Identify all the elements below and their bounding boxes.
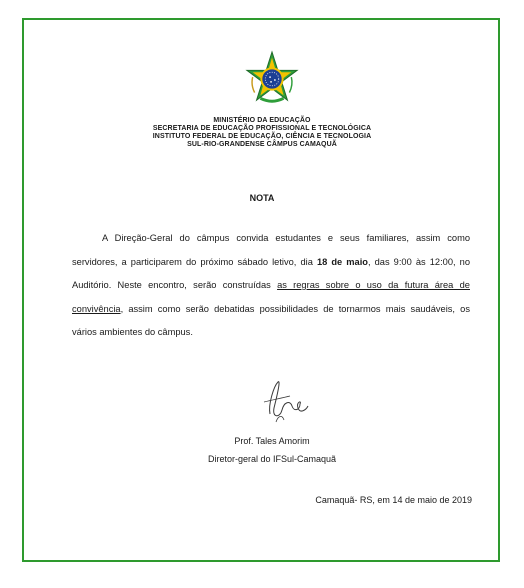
institution-header [0,117,524,149]
header-ministry: MINISTÉRIO DA EDUCAÇÃO [213,117,311,124]
signer-role: Diretor-geral do IFSul-Camaquã [207,454,337,464]
header-institute: INSTITUTO FEDERAL DE EDUCAÇÃO, CIÊNCIA E TECNOLOGIA [152,133,372,140]
event-date: 18 de maio [316,256,368,267]
signer-name: Prof. Tales Amorim [234,436,310,446]
body-text-2: , das 9:00 às 12:00, no Auditório. Neste encontro, serão construídas [72,256,470,290]
handwritten-signature [256,374,312,426]
body-text-3: , assim como serão debatidas possibilidades de tornarmos mais saudáveis, os vários ambientes do câmpus. [72,303,470,337]
body-text-1: A Direção-Geral do câmpus convida estudantes e seus familiares, assim como servidores, a participarem do próximo sábado letivo, dia [72,233,470,267]
document-title: NOTA [249,193,275,203]
header-campus: SUL-RIO-GRANDENSE CÂMPUS CAMAQUÃ [187,141,337,148]
document-body [72,227,470,345]
brazil-coat-of-arms-icon [243,50,301,108]
header-secretariat: SECRETARIA DE EDUCAÇÃO PROFISSIONAL E TECNOLÓGICA [152,125,372,132]
place-date-line: Camaquã- RS, em 14 de maio de 2019 [315,495,472,505]
underlined-topic: as regras sobre o uso da futura área de convivência [72,280,470,314]
